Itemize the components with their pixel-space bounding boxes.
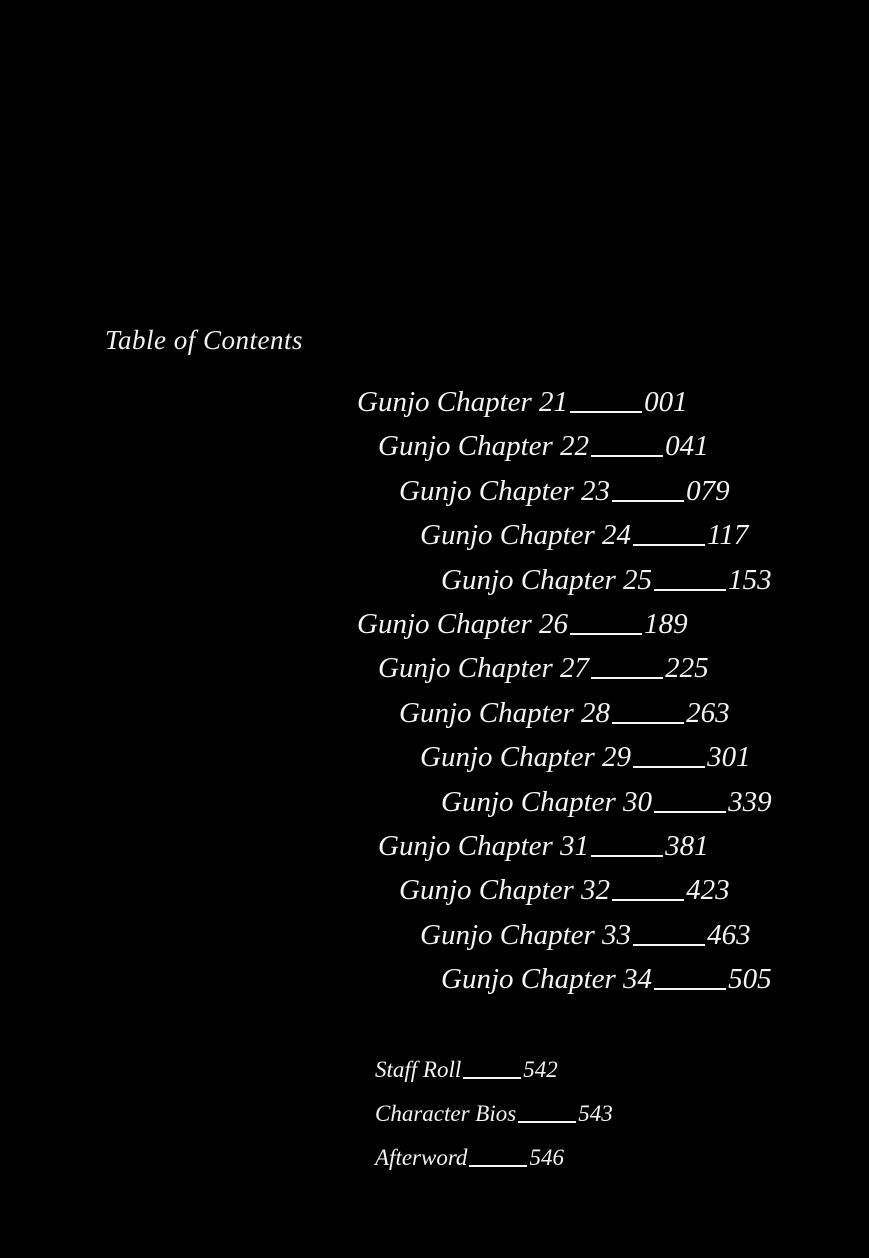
toc-leader-rule xyxy=(591,657,663,680)
toc-entry-label: Gunjo Chapter 28 xyxy=(399,696,611,729)
toc-leader-rule xyxy=(591,834,663,857)
toc-leader-rule xyxy=(570,390,642,413)
toc-leader-rule xyxy=(654,568,726,591)
toc-extra-page-number: 542 xyxy=(523,1057,558,1082)
extras-list xyxy=(0,1048,869,1180)
toc-entry-label: Gunjo Chapter 26 xyxy=(357,608,569,641)
toc-entry[interactable] xyxy=(0,913,869,957)
toc-leader-rule xyxy=(612,879,684,902)
toc-entry-label: Gunjo Chapter 21 xyxy=(357,386,569,418)
chapter-list xyxy=(0,380,869,1002)
toc-entry[interactable] xyxy=(0,380,869,424)
toc-extra-entry[interactable] xyxy=(0,1136,869,1180)
page-title: Table of Contents xyxy=(105,325,304,355)
toc-entry-page-number: 381 xyxy=(665,830,709,863)
toc-leader-rule xyxy=(469,1148,527,1167)
toc-entry-page-number: 263 xyxy=(686,696,730,729)
toc-entry-page-number: 041 xyxy=(665,430,709,463)
toc-entry-page-number: 339 xyxy=(728,785,772,818)
toc-leader-rule xyxy=(612,701,684,724)
toc-extra-page-number: 543 xyxy=(578,1101,613,1126)
toc-extra-entry[interactable] xyxy=(0,1048,869,1092)
toc-entry-page-number: 153 xyxy=(728,563,772,596)
toc-entry-label: Gunjo Chapter 29 xyxy=(420,741,632,774)
toc-entry-page-number: 423 xyxy=(686,874,730,907)
toc-entry[interactable] xyxy=(0,602,869,646)
toc-entry-page-number: 301 xyxy=(707,741,751,774)
toc-entry[interactable] xyxy=(0,735,869,779)
toc-entry[interactable] xyxy=(0,780,869,824)
toc-entry-page-number: 189 xyxy=(644,608,688,641)
toc-entry[interactable] xyxy=(0,691,869,735)
toc-entry[interactable] xyxy=(0,868,869,912)
toc-leader-rule xyxy=(654,967,726,990)
toc-entry-label: Gunjo Chapter 23 xyxy=(399,474,611,507)
toc-leader-rule xyxy=(591,435,663,458)
toc-entry-page-number: 463 xyxy=(707,918,751,951)
toc-extra-entry[interactable] xyxy=(0,1092,869,1136)
toc-leader-rule xyxy=(633,745,705,768)
toc-entry-page-number: 117 xyxy=(707,519,749,552)
toc-entry-label: Gunjo Chapter 34 xyxy=(441,963,653,996)
toc-entry-page-number: 079 xyxy=(686,474,730,507)
toc-leader-rule xyxy=(612,479,684,502)
toc-extra-label: Character Bios xyxy=(375,1101,517,1126)
toc-entry[interactable] xyxy=(0,558,869,602)
toc-leader-rule xyxy=(463,1060,521,1079)
toc-entry-label: Gunjo Chapter 30 xyxy=(441,785,653,818)
toc-entry[interactable] xyxy=(0,646,869,690)
toc-entry-label: Gunjo Chapter 27 xyxy=(378,652,590,685)
toc-entry-label: Gunjo Chapter 25 xyxy=(441,563,653,596)
toc-entry[interactable] xyxy=(0,957,869,1001)
toc-leader-rule xyxy=(654,790,726,813)
toc-entry-label: Gunjo Chapter 22 xyxy=(378,430,590,463)
toc-entry[interactable] xyxy=(0,424,869,468)
toc-extra-label: Staff Roll xyxy=(375,1057,462,1082)
toc-entry[interactable] xyxy=(0,513,869,557)
toc-entry[interactable] xyxy=(0,824,869,868)
toc-entry-page-number: 505 xyxy=(728,963,772,996)
toc-entry-page-number: 001 xyxy=(644,386,688,418)
toc-entry-label: Gunjo Chapter 32 xyxy=(399,874,611,907)
toc-leader-rule xyxy=(633,523,705,546)
toc-leader-rule xyxy=(518,1104,576,1123)
toc-leader-rule xyxy=(633,923,705,946)
toc-entry-label: Gunjo Chapter 31 xyxy=(378,830,590,863)
toc-leader-rule xyxy=(570,612,642,635)
toc-extra-label: Afterword xyxy=(375,1145,468,1170)
toc-entry-label: Gunjo Chapter 33 xyxy=(420,918,632,951)
toc-entry[interactable] xyxy=(0,469,869,513)
toc-entry-page-number: 225 xyxy=(665,652,709,685)
toc-entry-label: Gunjo Chapter 24 xyxy=(420,519,632,552)
toc-extra-page-number: 546 xyxy=(529,1145,564,1170)
